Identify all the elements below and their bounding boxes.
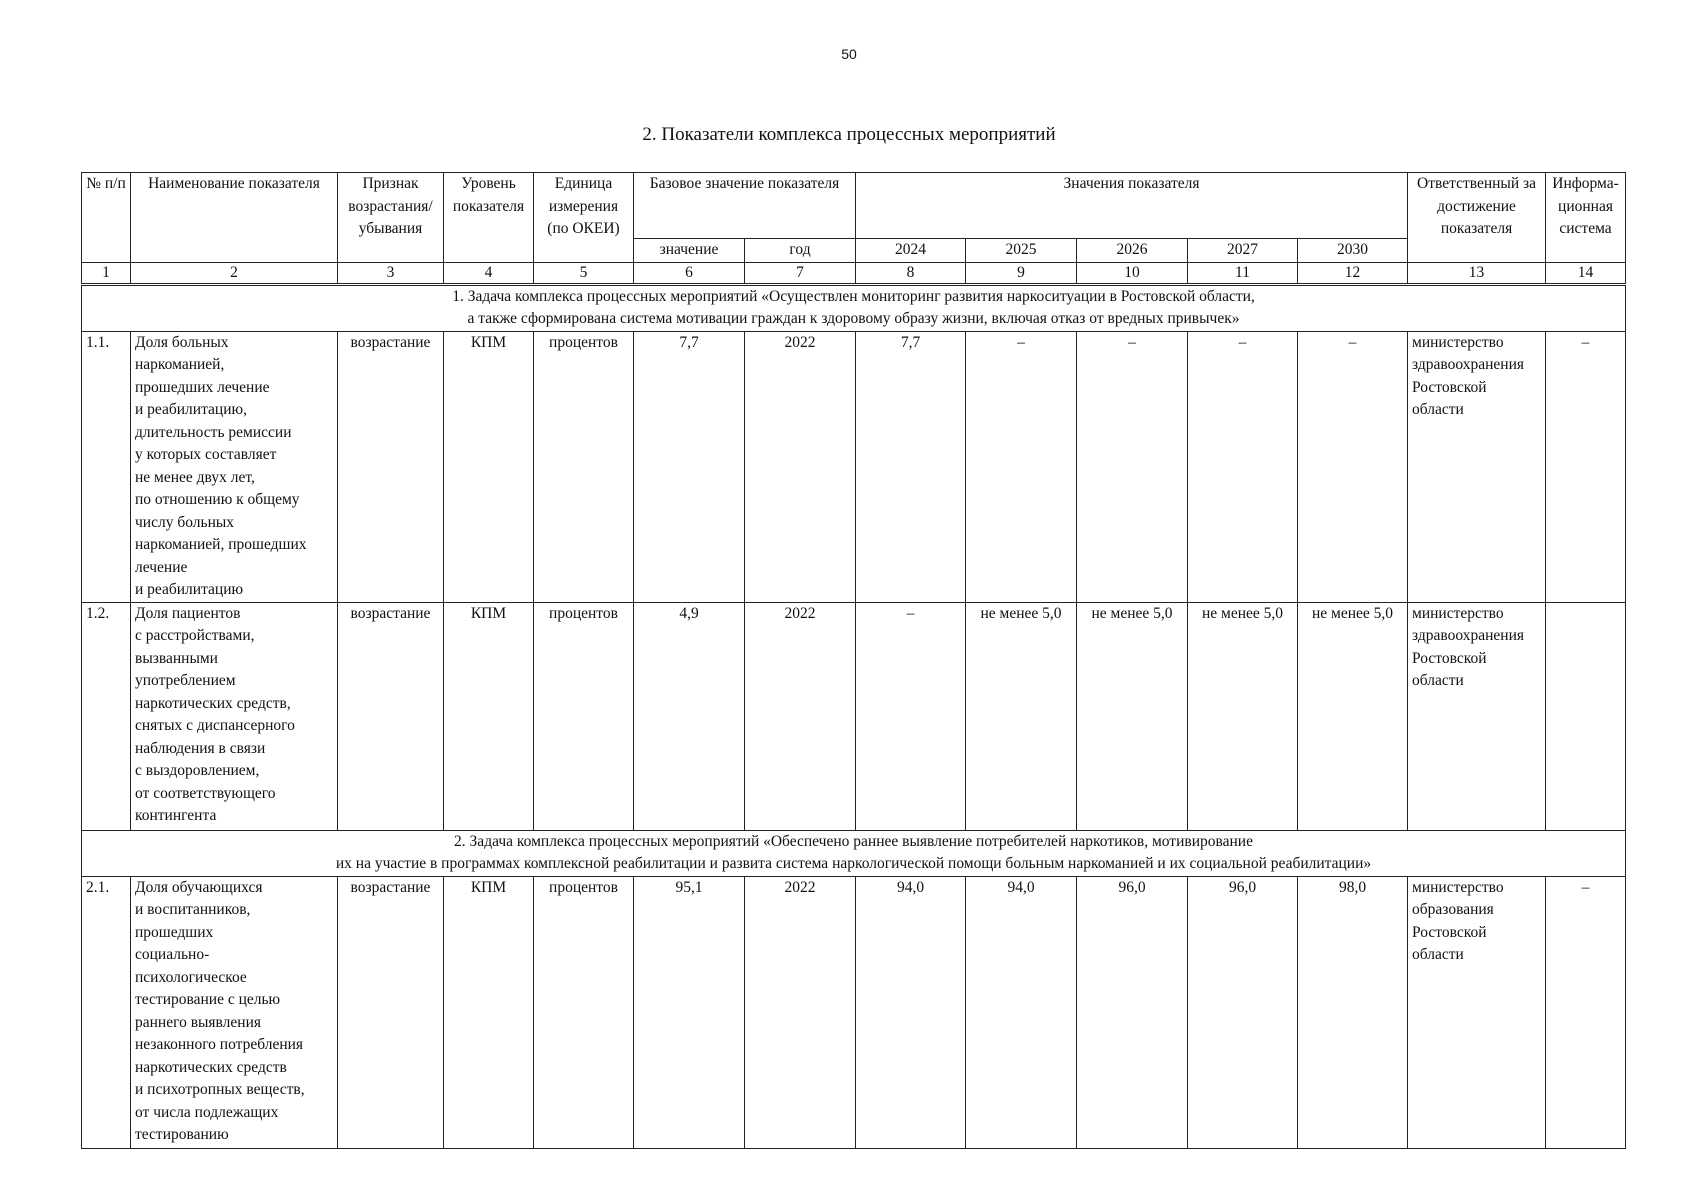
header-indicator-name: Наименование показателя [131,173,338,263]
name-line: Доля обучающихся [135,878,263,896]
value-2025-cell: не менее 5,0 [966,602,1077,830]
level-cell: КПМ [444,876,534,1148]
unit-cell: процентов [534,602,634,830]
header-year-2025: 2025 [966,239,1077,263]
task-1-line-2: а также сформирована система мотивации граждан к здоровому образу жизни, включая отказ от вредных привычек» [467,310,1240,327]
name-line: лечение [135,558,188,576]
name-line: по отношению к общему [135,491,300,508]
name-line: наркотических средств [135,1058,287,1076]
column-number: 3 [338,262,444,284]
name-line: с расстройствами, [135,627,255,644]
column-number: 4 [444,262,534,284]
name-line: наркотических средств, [135,694,291,712]
header-year-2026: 2026 [1077,239,1188,263]
column-number: 10 [1077,262,1188,284]
info-system-cell: – [1546,876,1626,1148]
name-line: раннего выявления [135,1013,262,1031]
responsible-line: Ростовской [1412,923,1487,941]
indicators-table [81,172,1626,1149]
column-number: 9 [966,262,1077,284]
header-trend: Признак возрастания/ убывания [338,173,444,263]
base-year-cell: 2022 [745,876,856,1148]
name-line: наблюдения в связи [135,739,266,757]
name-line: у которых составляет [135,446,277,463]
indicator-name [131,602,338,830]
column-number: 5 [534,262,634,284]
name-line: от соответствующего [135,784,276,802]
name-line: снятых с диспансерного [135,717,295,734]
name-line: и воспитанников, [135,901,251,918]
table-row [82,876,1626,1148]
header-responsible: Ответственный за достижение показателя [1408,173,1546,263]
column-number: 13 [1408,262,1546,284]
value-2030-cell: – [1298,331,1408,602]
header-info-system: Информа-ционная система [1546,173,1626,263]
name-line: Доля пациентов [135,604,241,622]
responsible-line: Ростовской [1412,649,1487,667]
task-row [82,284,1626,331]
name-line: Доля больных [135,333,229,351]
base-value-cell: 7,7 [634,331,745,602]
level-cell: КПМ [444,602,534,830]
responsible-cell [1408,331,1546,602]
unit-cell: процентов [534,876,634,1148]
info-system-cell [1546,602,1626,830]
header-base-group: Базовое значение показателя [634,173,856,239]
column-number: 7 [745,262,856,284]
trend-cell: возрастание [338,876,444,1148]
task-2-line-2: их на участие в программах комплексной реабилитации и развита система наркологической помощи больным наркоманией и их социальной реабилитации» [335,855,1372,872]
task-1-heading [82,284,1626,331]
name-line: прошедших [135,923,214,941]
trend-cell: возрастание [338,602,444,830]
value-2025-cell: – [966,331,1077,602]
unit-cell: процентов [534,331,634,602]
responsible-line: министерство [1412,878,1504,896]
header-unit: Единица измерения (по ОКЕИ) [534,173,634,263]
value-2030-cell: 98,0 [1298,876,1408,1148]
base-year-cell: 2022 [745,602,856,830]
responsible-line: Ростовской [1412,378,1487,396]
header-number: № п/п [82,173,131,263]
responsible-line: министерство [1412,604,1504,622]
name-line: наркоманией, прошедших [135,536,307,553]
column-number: 11 [1188,262,1298,284]
responsible-line: министерство [1412,333,1504,351]
name-line: тестированию [135,1126,229,1143]
name-line: и реабилитацию [135,581,244,598]
base-value-cell: 4,9 [634,602,745,830]
value-2026-cell: 96,0 [1077,876,1188,1148]
task-2-heading [82,830,1626,876]
page-number: 50 [841,46,857,62]
column-number: 2 [131,262,338,284]
row-number: 2.1. [82,876,131,1148]
responsible-line: образования [1412,901,1494,918]
table-row [82,331,1626,602]
name-line: незаконного потребления [135,1036,304,1053]
name-line: тестирование с целью [135,991,281,1008]
name-line: от числа подлежащих [135,1103,279,1121]
page-title: 2. Показатели комплекса процессных мероприятий [642,124,1056,145]
value-2027-cell: – [1188,331,1298,602]
responsible-line: области [1412,672,1464,689]
column-number: 6 [634,262,745,284]
header-year-2027: 2027 [1188,239,1298,263]
name-line: с выздоровлением, [135,762,260,779]
value-2024-cell: 94,0 [856,876,966,1148]
name-line: наркоманией, [135,356,225,373]
name-line: длительность ремиссии [135,423,292,441]
column-number: 12 [1298,262,1408,284]
responsible-cell [1408,602,1546,830]
value-2030-cell: не менее 5,0 [1298,602,1408,830]
base-value-cell: 95,1 [634,876,745,1148]
level-cell: КПМ [444,331,534,602]
value-2026-cell: – [1077,331,1188,602]
header-year-2024: 2024 [856,239,966,263]
header-values-group: Значения показателя [856,173,1408,239]
column-number: 8 [856,262,966,284]
responsible-line: области [1412,946,1464,963]
column-number-row [82,262,1626,284]
value-2024-cell: 7,7 [856,331,966,602]
name-line: и психотропных веществ, [135,1081,305,1098]
name-line: психологическое [135,968,247,986]
responsible-line: здравоохранения [1412,627,1524,644]
responsible-line: области [1412,401,1464,418]
table-row [82,602,1626,830]
name-line: прошедших лечение [135,378,270,396]
column-number: 14 [1546,262,1626,284]
name-line: не менее двух лет, [135,468,255,486]
header-base-value: значение [634,239,745,263]
trend-cell: возрастание [338,331,444,602]
header-level: Уровень показателя [444,173,534,263]
responsible-cell [1408,876,1546,1148]
name-line: и реабилитацию, [135,401,247,418]
name-line: вызванными [135,649,218,667]
column-number: 1 [82,262,131,284]
indicator-name [131,331,338,602]
header-base-year: год [745,239,856,263]
value-2027-cell: не менее 5,0 [1188,602,1298,830]
base-year-cell: 2022 [745,331,856,602]
row-number: 1.2. [82,602,131,830]
task-1-line-1: 1. Задача комплекса процессных мероприятий «Осуществлен мониторинг развития наркоситуации в Ростовской области, [452,287,1255,305]
name-line: употреблением [135,672,236,689]
value-2027-cell: 96,0 [1188,876,1298,1148]
name-line: контингента [135,807,217,824]
value-2026-cell: не менее 5,0 [1077,602,1188,830]
name-line: числу больных [135,513,235,531]
name-line: социально- [135,946,210,963]
info-system-cell: – [1546,331,1626,602]
header-year-2030: 2030 [1298,239,1408,263]
value-2024-cell: – [856,602,966,830]
row-number: 1.1. [82,331,131,602]
indicator-name [131,876,338,1148]
task-row [82,830,1626,876]
value-2025-cell: 94,0 [966,876,1077,1148]
task-2-line-1: 2. Задача комплекса процессных мероприятий «Обеспечено раннее выявление потребителей наркотиков, мотивирование [454,832,1253,850]
responsible-line: здравоохранения [1412,356,1524,373]
